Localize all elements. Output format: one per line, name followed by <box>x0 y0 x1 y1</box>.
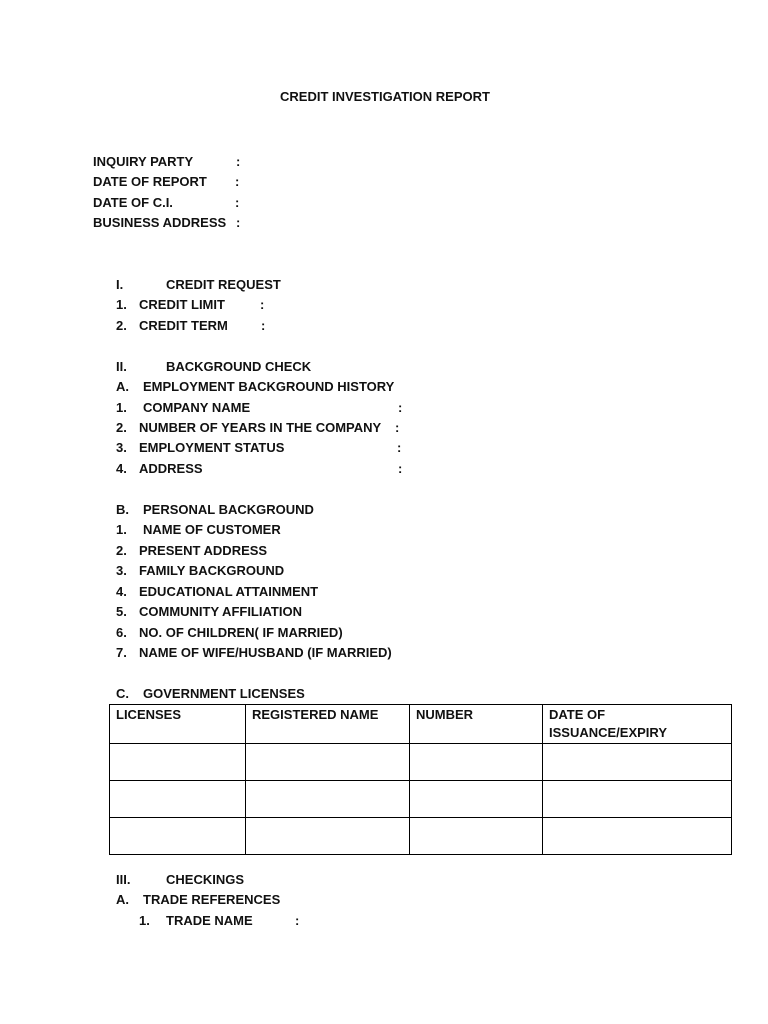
company-name-label: COMPANY NAME <box>143 400 251 415</box>
trade-references-heading: TRADE REFERENCES <box>143 892 281 907</box>
table-cell[interactable] <box>410 744 543 781</box>
sub-b-letter: B. <box>116 502 129 517</box>
credit-term-num: 2. <box>116 318 127 333</box>
column-header-licenses: LICENSES <box>110 705 246 744</box>
table-cell[interactable] <box>110 781 246 818</box>
sub-b-heading: PERSONAL BACKGROUND <box>143 502 314 517</box>
credit-limit-num: 1. <box>116 297 127 312</box>
table-row <box>110 781 732 818</box>
employment-address-num: 4. <box>116 461 127 476</box>
table-cell[interactable] <box>410 781 543 818</box>
sub-a-letter: A. <box>116 379 129 394</box>
credit-term-label: CREDIT TERM <box>139 318 228 333</box>
spouse-name-num: 7. <box>116 645 127 660</box>
date-of-ci-colon: : <box>235 195 240 210</box>
trade-name-num: 1. <box>139 913 150 928</box>
community-affiliation-label: COMMUNITY AFFILIATION <box>139 604 302 619</box>
section-1-heading: CREDIT REQUEST <box>166 277 281 292</box>
credit-limit-label: CREDIT LIMIT <box>139 297 225 312</box>
sub-c-heading: GOVERNMENT LICENSES <box>143 686 305 701</box>
report-title: CREDIT INVESTIGATION REPORT <box>280 89 490 104</box>
spouse-name-label: NAME OF WIFE/HUSBAND (IF MARRIED) <box>139 645 392 660</box>
section-1-numeral: I. <box>116 277 124 292</box>
table-row <box>110 818 732 855</box>
inquiry-party-colon: : <box>236 154 241 169</box>
table-row <box>110 744 732 781</box>
years-in-company-colon: : <box>395 420 400 435</box>
section-3-heading: CHECKINGS <box>166 872 245 887</box>
table-cell[interactable] <box>110 744 246 781</box>
family-background-num: 3. <box>116 563 127 578</box>
name-of-customer-num: 1. <box>116 522 127 537</box>
table-cell[interactable] <box>110 818 246 855</box>
trade-name-colon: : <box>295 913 300 928</box>
trade-name-label: TRADE NAME <box>166 913 253 928</box>
community-affiliation-num: 5. <box>116 604 127 619</box>
column-header-date-of-issuance: DATE OF ISSUANCE/EXPIRY <box>543 705 732 744</box>
employment-status-label: EMPLOYMENT STATUS <box>139 440 285 455</box>
government-licenses-table <box>109 704 732 855</box>
name-of-customer-label: NAME OF CUSTOMER <box>143 522 281 537</box>
section-3-numeral: III. <box>116 872 131 887</box>
table-cell[interactable] <box>543 744 732 781</box>
table-cell[interactable] <box>543 781 732 818</box>
business-address-colon: : <box>236 215 241 230</box>
sub-a-heading: EMPLOYMENT BACKGROUND HISTORY <box>143 379 395 394</box>
inquiry-party-label: INQUIRY PARTY <box>93 154 194 169</box>
educational-attainment-label: EDUCATIONAL ATTAINMENT <box>139 584 319 599</box>
column-header-number: NUMBER <box>410 705 543 744</box>
date-of-report-colon: : <box>235 174 240 189</box>
present-address-label: PRESENT ADDRESS <box>139 543 268 558</box>
column-header-registered-name: REGISTERED NAME <box>246 705 410 744</box>
employment-status-colon: : <box>397 440 402 455</box>
company-name-colon: : <box>398 400 403 415</box>
no-of-children-label: NO. OF CHILDREN( IF MARRIED) <box>139 625 343 640</box>
sub-c-letter: C. <box>116 686 129 701</box>
date-of-report-label: DATE OF REPORT <box>93 174 207 189</box>
table-cell[interactable] <box>246 744 410 781</box>
credit-limit-colon: : <box>260 297 265 312</box>
table-cell[interactable] <box>246 818 410 855</box>
employment-address-colon: : <box>398 461 403 476</box>
years-in-company-num: 2. <box>116 420 127 435</box>
family-background-label: FAMILY BACKGROUND <box>139 563 285 578</box>
table-cell[interactable] <box>543 818 732 855</box>
employment-status-num: 3. <box>116 440 127 455</box>
educational-attainment-num: 4. <box>116 584 127 599</box>
table-header-row <box>110 705 732 744</box>
business-address-label: BUSINESS ADDRESS <box>93 215 227 230</box>
date-of-ci-label: DATE OF C.I. <box>93 195 173 210</box>
table-cell[interactable] <box>410 818 543 855</box>
years-in-company-label: NUMBER OF YEARS IN THE COMPANY <box>139 420 382 435</box>
employment-address-label: ADDRESS <box>139 461 203 476</box>
section-2-heading: BACKGROUND CHECK <box>166 359 312 374</box>
no-of-children-num: 6. <box>116 625 127 640</box>
present-address-num: 2. <box>116 543 127 558</box>
section-2-numeral: II. <box>116 359 127 374</box>
company-name-num: 1. <box>116 400 127 415</box>
trade-references-letter: A. <box>116 892 129 907</box>
table-cell[interactable] <box>246 781 410 818</box>
credit-term-colon: : <box>261 318 266 333</box>
